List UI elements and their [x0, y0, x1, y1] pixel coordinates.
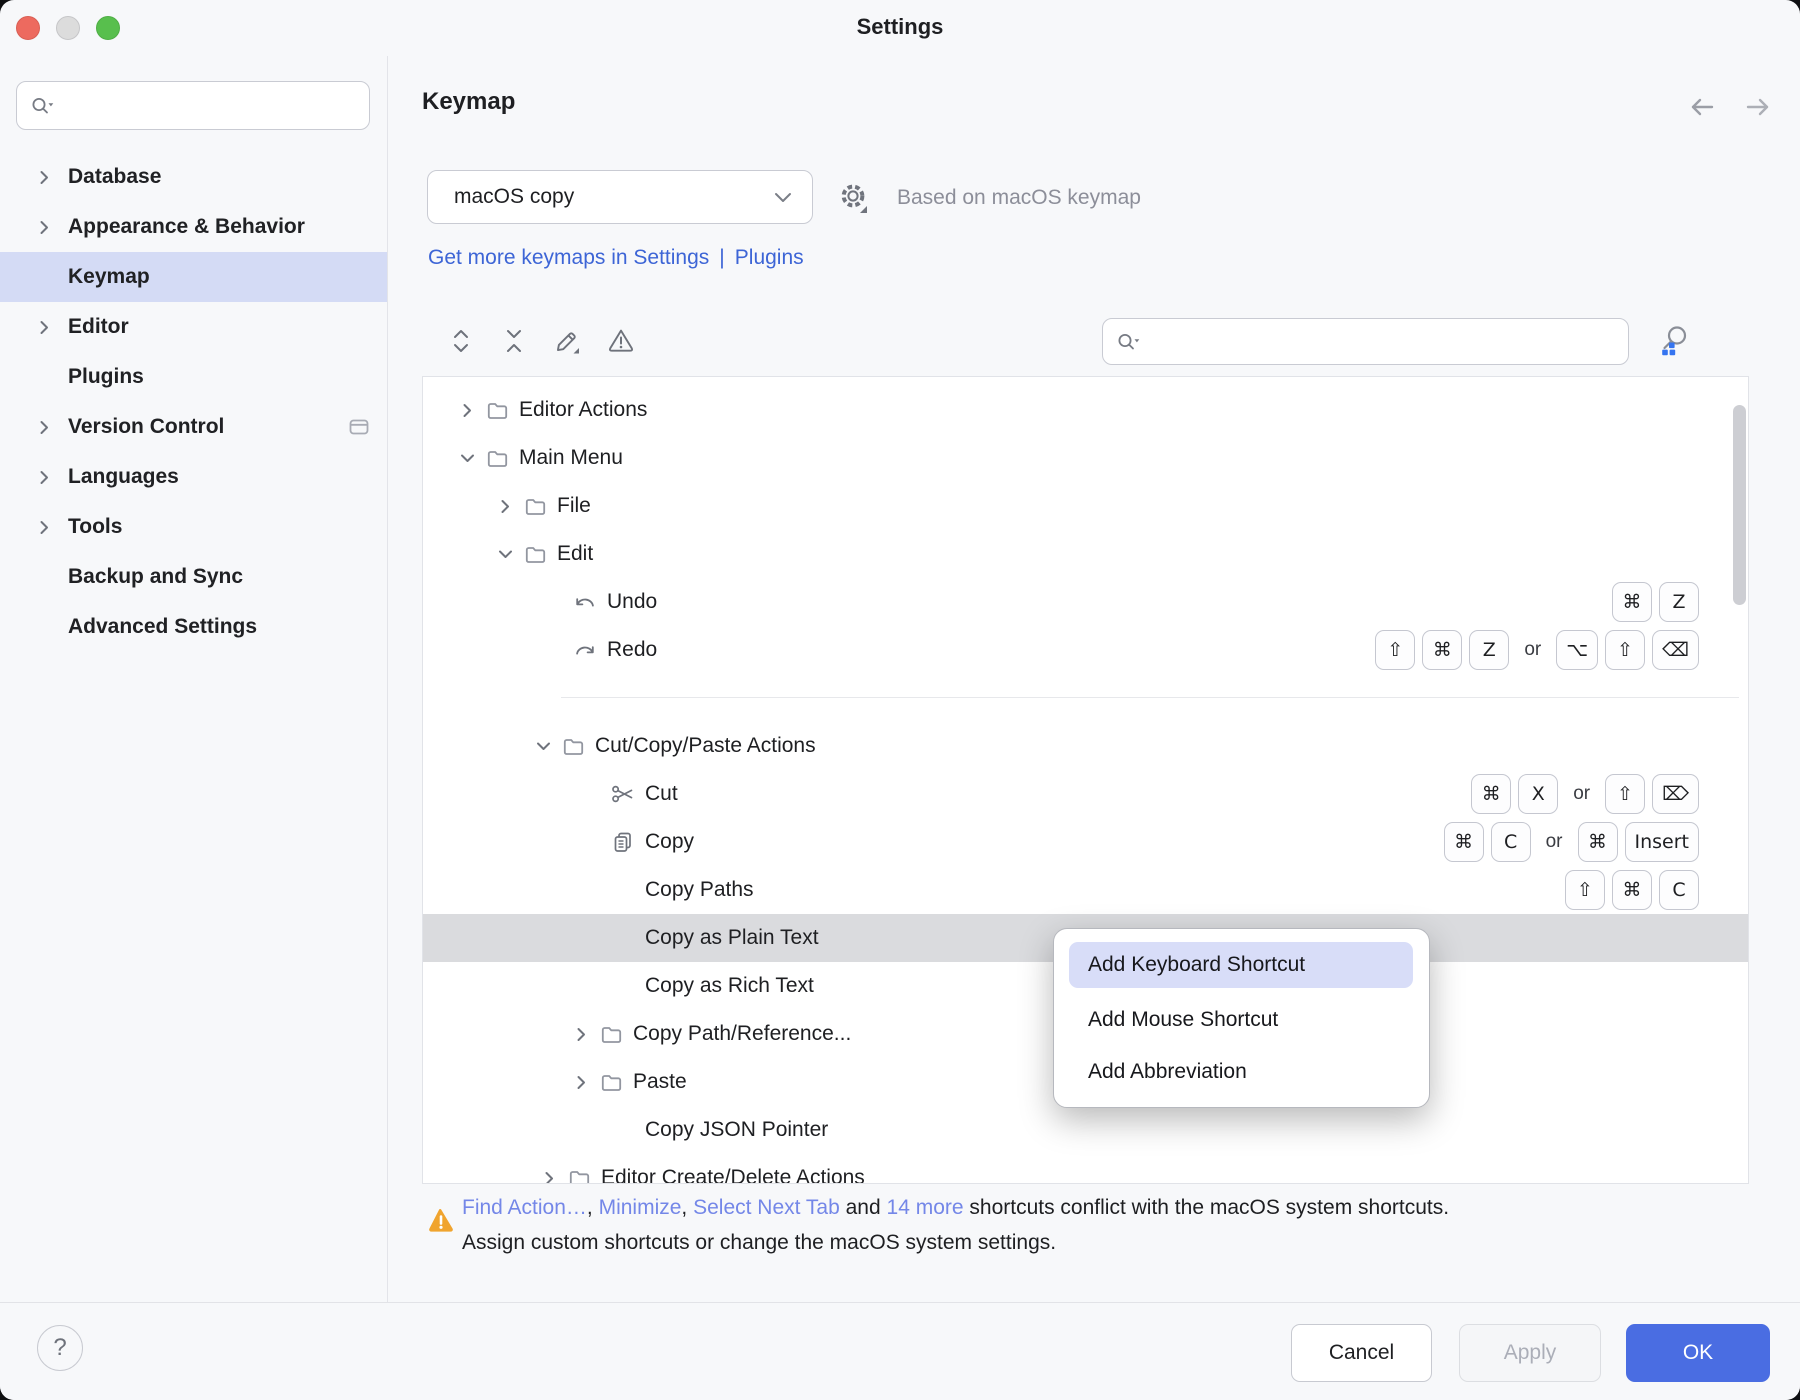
sidebar-item-version-control[interactable]: Version Control [0, 402, 387, 452]
sidebar-item-languages[interactable]: Languages [0, 452, 387, 502]
scissors-icon [611, 783, 635, 805]
find-action-link[interactable]: Find Action… [462, 1196, 587, 1219]
cancel-button[interactable]: Cancel [1291, 1324, 1432, 1382]
show-conflicts-icon[interactable] [606, 326, 636, 356]
conflict-warning-line2: Assign custom shortcuts or change the macOS system settings. [462, 1231, 1057, 1254]
search-icon [29, 95, 55, 117]
tree-row-redo[interactable]: Redo ⇧ ⌘ Z or ⌥ ⇧ ⌫ [423, 626, 1748, 674]
tree-row-copy-as-rich-text[interactable]: Copy as Rich Text [645, 974, 814, 997]
menu-item-add-keyboard-shortcut[interactable]: Add Keyboard Shortcut [1069, 942, 1413, 988]
tree-row-file[interactable]: File [423, 482, 1748, 530]
tree-row-copy-paths[interactable]: Copy Paths ⇧ ⌘ C [423, 866, 1748, 914]
plugins-link[interactable]: Plugins [734, 246, 804, 269]
sidebar-item-database[interactable]: Database [0, 152, 387, 202]
sidebar-item-plugins[interactable]: Plugins [68, 365, 144, 388]
tree-row-cut-copy-paste-actions[interactable]: Cut/Copy/Paste Actions [423, 722, 1748, 770]
sidebar-search[interactable] [16, 81, 370, 130]
tree-row-copy-path-reference[interactable]: Copy Path/Reference... [423, 1010, 1748, 1058]
chevron-right-icon [34, 417, 54, 437]
tree-search-input[interactable] [1141, 319, 1628, 364]
sidebar-items [0, 152, 387, 652]
tree-row-editor-create-delete-actions[interactable]: Editor Create/Delete Actions [423, 1154, 1748, 1184]
folder-icon [486, 400, 508, 420]
sidebar-item-appearance-behavior[interactable]: Appearance & Behavior [0, 202, 387, 252]
tree-row-edit[interactable]: Edit [423, 530, 1748, 578]
folder-icon [524, 496, 546, 516]
shortcut-keys: ⇧ ⌘ C [1565, 870, 1748, 910]
conflict-warning-line1: Find Action…, Minimize, Select Next Tab and 14 more shortcuts conflict with the macOS system shortcuts. [462, 1196, 1450, 1219]
tree-row-editor-actions[interactable]: Editor Actions [423, 386, 1748, 434]
chevron-right-icon [34, 467, 54, 487]
tree-search[interactable] [1102, 318, 1629, 365]
copy-icon [611, 831, 635, 853]
tree-row-copy-json-pointer[interactable]: Copy JSON Pointer [645, 1118, 829, 1141]
help-button[interactable]: ? [37, 1325, 83, 1371]
apply-button: Apply [1459, 1324, 1601, 1382]
chevron-down-icon [533, 736, 553, 756]
chevron-right-icon [571, 1024, 591, 1044]
footer [0, 1302, 1800, 1400]
page-title: Keymap [422, 88, 516, 115]
sidebar-search-input[interactable] [55, 82, 369, 129]
chevron-right-icon [34, 317, 54, 337]
window-icon [348, 417, 370, 437]
menu-item-add-abbreviation[interactable]: Add Abbreviation [1088, 1060, 1247, 1083]
sidebar-item-keymap[interactable]: Keymap [0, 252, 387, 302]
tree-section-separator [561, 697, 1739, 698]
tree-row-copy[interactable]: Copy ⌘ C or ⌘ Insert [423, 818, 1748, 866]
chevron-right-icon [34, 217, 54, 237]
sidebar [0, 56, 387, 1302]
sidebar-item-editor[interactable]: Editor [0, 302, 387, 352]
tree-row-copy-as-plain-text[interactable]: Copy as Plain Text [423, 914, 1748, 962]
shortcut-keys: ⌘ C or ⌘ Insert [1444, 822, 1748, 862]
keymap-dropdown[interactable] [427, 170, 813, 224]
chevron-right-icon [495, 496, 515, 516]
folder-icon [600, 1024, 622, 1044]
context-menu [1053, 928, 1430, 1108]
expand-all-icon[interactable] [446, 326, 476, 356]
undo-icon [573, 591, 597, 613]
chevron-right-icon [34, 167, 54, 187]
warning-icon [426, 1206, 456, 1234]
chevron-down-icon [457, 448, 477, 468]
folder-icon [562, 736, 584, 756]
forward-arrow-icon[interactable] [1742, 93, 1774, 121]
collapse-all-icon[interactable] [499, 326, 529, 356]
select-next-tab-link[interactable]: Select Next Tab [693, 1196, 840, 1219]
based-on-label: Based on macOS keymap [897, 186, 1141, 209]
shortcut-keys: ⌘ X or ⇧ ⌦ [1471, 774, 1748, 814]
folder-icon [600, 1072, 622, 1092]
sidebar-divider [387, 56, 388, 1302]
keymap-links: Get more keymaps in Settings | Plugins [428, 246, 804, 269]
folder-icon [486, 448, 508, 468]
get-more-keymaps-link[interactable]: Get more keymaps in Settings [428, 246, 710, 269]
tree-row-main-menu[interactable]: Main Menu [423, 434, 1748, 482]
tree-row-cut[interactable]: Cut ⌘ X or ⇧ ⌦ [423, 770, 1748, 818]
chevron-right-icon [571, 1072, 591, 1092]
chevron-right-icon [34, 517, 54, 537]
tree-row-undo[interactable]: Undo ⌘ Z [423, 578, 1748, 626]
search-icon [1115, 331, 1141, 353]
find-actions-by-shortcut-icon[interactable] [1656, 324, 1690, 358]
chevron-down-icon [774, 192, 792, 203]
window-title: Settings [856, 14, 944, 39]
folder-icon [524, 544, 546, 564]
tree-row-paste[interactable]: Paste [423, 1058, 1748, 1106]
menu-item-add-mouse-shortcut[interactable]: Add Mouse Shortcut [1088, 1008, 1279, 1031]
chevron-right-icon [457, 400, 477, 420]
chevron-right-icon [539, 1168, 559, 1184]
shortcut-keys: ⌘ Z [1612, 582, 1748, 622]
gear-icon[interactable] [836, 180, 872, 216]
keymap-dropdown-value: macOS copy [454, 185, 575, 208]
sidebar-item-backup-and-sync[interactable]: Backup and Sync [68, 565, 244, 588]
redo-icon [573, 639, 597, 661]
titlebar [0, 0, 1800, 56]
sidebar-item-advanced-settings[interactable]: Advanced Settings [68, 615, 258, 638]
scrollbar-thumb[interactable] [1733, 405, 1746, 605]
edit-shortcut-icon[interactable] [552, 326, 582, 356]
sidebar-item-tools[interactable]: Tools [0, 502, 387, 552]
ok-button[interactable]: OK [1626, 1324, 1770, 1382]
more-conflicts-link[interactable]: 14 more [886, 1196, 964, 1219]
chevron-down-icon [495, 544, 515, 564]
folder-icon [568, 1168, 590, 1184]
shortcut-keys: ⇧ ⌘ Z or ⌥ ⇧ ⌫ [1375, 630, 1748, 670]
minimize-link[interactable]: Minimize [598, 1196, 682, 1219]
back-arrow-icon[interactable] [1686, 93, 1718, 121]
